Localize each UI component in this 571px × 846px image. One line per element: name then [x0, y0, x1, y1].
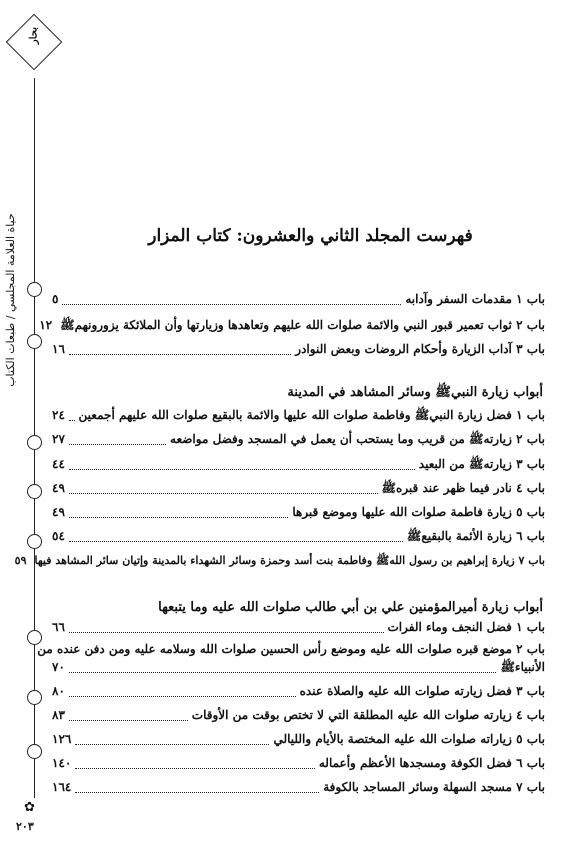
toc-entry: باب ٣ زيارتهﷺ من البعيد ٤٤ — [52, 457, 545, 471]
toc-entry: باب ٢ زيارتهﷺ من قريب وما يستحب أن يعمل في المسجد وفضل مواضعه ٢٧ — [52, 432, 545, 446]
toc-entry: باب ٤ نادر فيما ظهر عند قبرهﷺ ٤٩ — [52, 481, 545, 495]
spine-title: حياة العلامة المجلسي / طبعات الكتاب — [4, 213, 17, 387]
toc-entry: باب ٣ فضل زيارته صلوات الله عليه والصلاة عنده ٨٠ — [52, 684, 545, 698]
leader-dots — [75, 758, 315, 769]
toc-entry: باب ٢ موضع قبره صلوات الله عليه وموضع رأس الحسين صلوات الله وسلامه عليه ومن دفن عنده من الأنبياءﷺ ٧٠ — [37, 642, 545, 674]
page-number: ٢٠٣ — [16, 820, 34, 833]
leader-dots — [69, 434, 166, 445]
leader-dots — [69, 622, 384, 633]
toc-entry: باب ٣ آداب الزيارة وأحكام الروضات وبعض النوادر ١٦ — [52, 342, 545, 356]
ornament-icon — [27, 690, 42, 705]
toc-entry: باب ٥ زياراته صلوات الله عليه المختصة بالأيام والليالي ١٢٦ — [52, 732, 545, 746]
toc-entry: باب ٧ زيارة إبراهيم بن رسول اللهﷺ وفاطمة بنت أسد وحمزة وسائر الشهداء بالمدينة وإتيان سائر المشاهد فيها ٥٩ — [14, 554, 545, 567]
section-heading: أبواب زيارة النبيﷺ وسائر المشاهد في المدينة — [287, 385, 543, 400]
toc-entry: باب ٥ زيارة فاطمة صلوات الله عليها وموضع قبرها ٤٩ — [52, 505, 545, 519]
toc-entry: باب ٤ زيارته صلوات الله عليه المطلقة التي لا تختص بوقت من الأوقات ٨٣ — [52, 708, 545, 722]
toc-entry: باب ١ فضل زيارة النبيﷺ وفاطمة صلوات الله عليها والائمة بالبقيع صلوات الله عليهم أجمعين ٢٤ — [52, 408, 545, 422]
leader-dots — [69, 344, 291, 355]
flower-icon: ✿ — [24, 800, 35, 815]
leader-dots — [69, 531, 403, 542]
leader-dots — [69, 459, 415, 470]
toc-entry: باب ٦ زيارة الأئمة بالبقيعﷺ ٥٤ — [52, 529, 545, 543]
leader-dots — [69, 686, 296, 697]
logo-text: بحار — [28, 26, 40, 45]
toc-entry: باب ٢ ثواب تعمير قبور النبي والائمة صلوات الله عليهم وتعاهدها وزيارتها وأن الملائكة يزورونهمﷺ ١٢ — [39, 318, 545, 332]
leader-dots — [62, 294, 401, 305]
leader-dots — [69, 483, 378, 494]
ornament-icon — [27, 484, 42, 499]
leader-dots — [69, 410, 75, 421]
ornament-icon — [27, 435, 42, 450]
toc-entry: باب ١ مقدمات السفر وآدابه ٥ — [52, 292, 545, 306]
ornament-icon — [27, 334, 42, 349]
leader-dots — [69, 662, 497, 673]
ornament-icon — [27, 534, 42, 549]
toc-entry: باب ١ فضل النجف وماء الفرات ٦٦ — [52, 620, 545, 634]
leader-dots — [75, 734, 269, 745]
leader-dots — [69, 507, 288, 518]
ornament-icon — [27, 282, 42, 297]
leader-dots — [69, 710, 188, 721]
ornament-icon — [27, 744, 42, 759]
section-heading: أبواب زيارة أميرالمؤمنين علي بن أبي طالب صلوات الله عليه وما يتبعها — [158, 600, 543, 615]
toc-entry: باب ٦ فضل الكوفة ومسجدها الأعظم وأعماله ١٤٠ — [52, 756, 545, 770]
page-title: فهرست المجلد الثاني والعشرون: كتاب المزار — [148, 226, 473, 246]
toc-entry: باب ٧ مسجد السهلة وسائر المساجد بالكوفة ١٦٤ — [52, 780, 545, 794]
leader-dots — [75, 782, 319, 793]
